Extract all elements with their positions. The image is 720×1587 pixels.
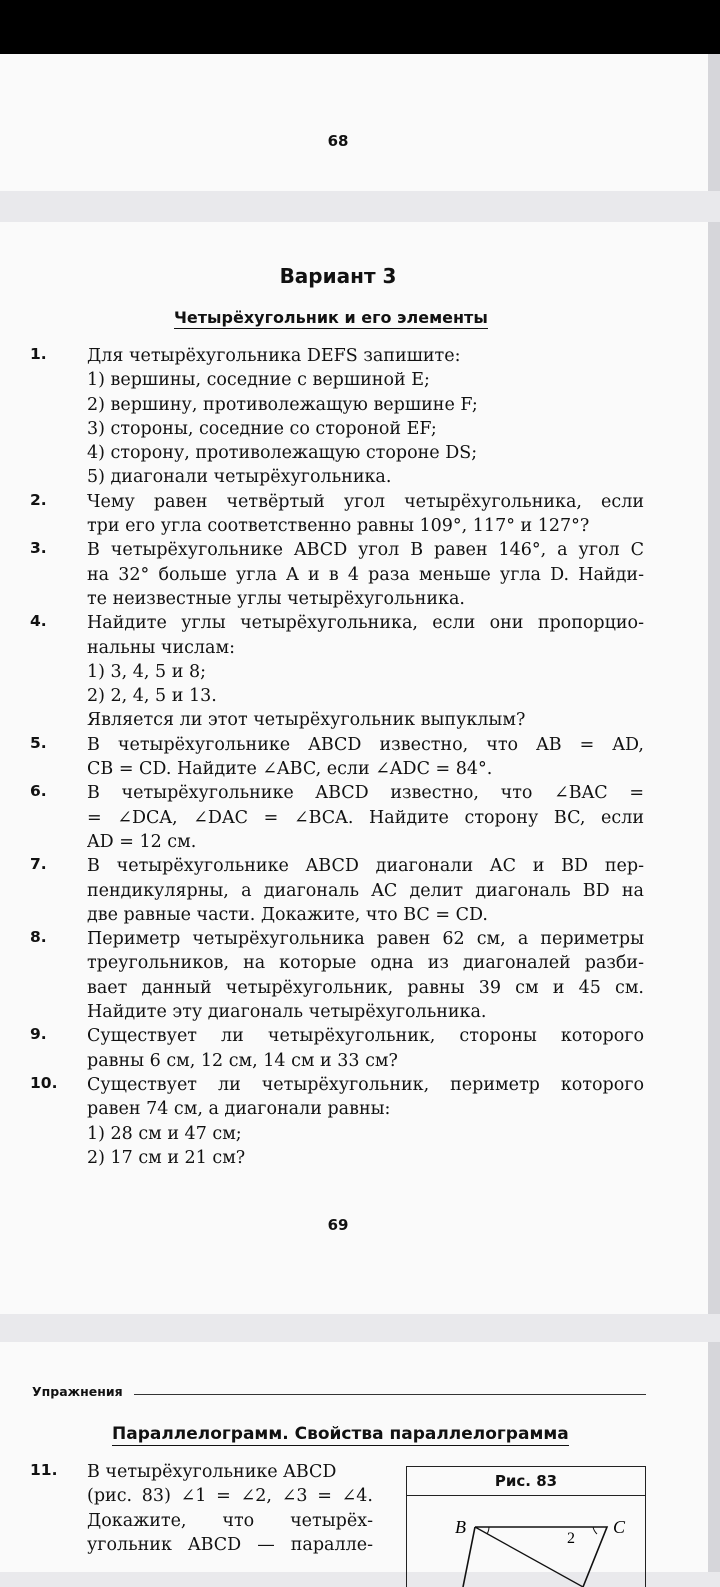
page-number: 69 xyxy=(327,1216,349,1234)
problem-text-line: 4) сторону, противолежащую стороне DS; xyxy=(87,443,478,464)
section-label: Упражнения xyxy=(32,1384,123,1399)
section-topic: Четырёхугольник и его элементы xyxy=(174,308,488,327)
problem xyxy=(0,927,708,1024)
problem-number: 10. xyxy=(30,1073,58,1092)
problem-text-line: = ∠DCA, ∠DAC = ∠BCA. Найдите сторону BC, если xyxy=(87,807,644,828)
problem-text-line: 1) вершины, соседние с вершиной E; xyxy=(87,370,430,391)
problem-text-line: Существует ли четырёхугольник, стороны которого xyxy=(87,1026,644,1047)
figure-title: Рис. 83 xyxy=(407,1467,645,1496)
angle-arc xyxy=(487,1527,489,1534)
problem xyxy=(0,611,708,732)
header-rule xyxy=(134,1394,646,1395)
problem-number: 11. xyxy=(30,1461,58,1479)
problem-text-line: 1) 3, 4, 5 и 8; xyxy=(87,661,206,682)
problem-number: 5. xyxy=(30,733,47,752)
problem-number: 3. xyxy=(30,539,47,558)
problem-text-line: В четырёхугольнике ABCD диагонали AC и BD пер- xyxy=(87,856,644,877)
problem-number: 7. xyxy=(30,855,47,874)
problem xyxy=(0,344,708,490)
problem-text-line: равны 6 см, 12 см, 14 см и 33 см? xyxy=(87,1050,398,1071)
problem-number: 9. xyxy=(30,1025,47,1044)
problem-text-line: 2) 2, 4, 5 и 13. xyxy=(87,686,217,707)
figure-83 xyxy=(406,1466,646,1587)
problem-text-line: на 32° больше угла A и в 4 раза меньше угла D. Найди- xyxy=(87,564,644,585)
problem-text-line: AD = 12 см. xyxy=(87,831,197,852)
problem-text-line: 1) 28 см и 47 см; xyxy=(87,1123,242,1144)
problem-text-line: 3) стороны, соседние со стороной EF; xyxy=(87,418,437,439)
problem xyxy=(0,1073,708,1170)
problem-text-line: нальны числам: xyxy=(87,637,235,658)
problem-text-line: 2) 17 см и 21 см? xyxy=(87,1147,246,1168)
page-number: 68 xyxy=(327,132,349,150)
problem-text-line: равен 74 см, а диагонали равны: xyxy=(87,1099,391,1120)
problem-text-line: В четырёхугольнике ABCD xyxy=(87,1462,337,1482)
problem-text-line: вает данный четырёхугольник, равны 39 см и 45 см. xyxy=(87,977,644,998)
angle-arc xyxy=(593,1527,597,1534)
problem-text-line: В четырёхугольнике ABCD известно, что ∠BAC = xyxy=(87,783,644,804)
problem-text-line: CB = CD. Найдите ∠ABC, если ∠ADC = 84°. xyxy=(87,759,493,780)
problem-text-line: (рис. 83) ∠1 = ∠2, ∠3 = ∠4. xyxy=(87,1486,373,1507)
problem-text-line: угольник ABCD — паралле- xyxy=(87,1534,373,1555)
vertex-label-b: B xyxy=(455,1517,466,1537)
problem-text-line: те неизвестные углы четырёхугольника. xyxy=(87,588,465,609)
problem-text-line: Для четырёхугольника DEFS запишите: xyxy=(87,346,461,366)
variant-title: Вариант 3 xyxy=(279,264,397,288)
page-next xyxy=(0,1342,708,1572)
problem-text-line: Является ли этот четырёхугольник выпуклым? xyxy=(87,710,526,731)
problem-text-line: 2) вершину, противолежащую вершине F; xyxy=(87,394,478,415)
problem xyxy=(0,781,708,854)
page-68 xyxy=(0,54,708,191)
problem xyxy=(0,1024,708,1073)
problem xyxy=(0,1460,400,1557)
section-topic: Параллелограмм. Свойства параллелограмма xyxy=(112,1424,569,1444)
problem-text-line: две равные части. Докажите, что BC = CD. xyxy=(87,904,488,925)
problem-list xyxy=(0,344,708,1170)
problem-number: 8. xyxy=(30,928,47,947)
problem-number: 4. xyxy=(30,612,47,631)
problem-text-line: Существует ли четырёхугольник, периметр которого xyxy=(87,1074,644,1095)
angle-label-2: 2 xyxy=(567,1530,575,1547)
page-edge xyxy=(708,222,720,1314)
problem xyxy=(0,733,708,782)
figure-drawing xyxy=(407,1497,645,1587)
problem xyxy=(0,490,708,539)
problem-text-line: Чему равен четвёртый угол четырёхугольника, если xyxy=(87,491,644,512)
problem-text-line: Периметр четырёхугольника равен 62 см, а периметры xyxy=(87,929,644,950)
problem-text-line: треугольников, на которые одна из диагоналей разби- xyxy=(87,953,644,974)
vertex-label-c: C xyxy=(613,1517,626,1537)
problem-number: 2. xyxy=(30,490,47,509)
page-69 xyxy=(0,222,708,1314)
problem-number: 1. xyxy=(30,345,47,363)
problem xyxy=(0,854,708,927)
problem-text-line: Докажите, что четырёх- xyxy=(87,1510,373,1531)
problem-text-line: В четырёхугольнике ABCD известно, что AB = AD, xyxy=(87,734,644,755)
problem-text-line: пендикулярны, а диагональ AC делит диагональ BD на xyxy=(87,880,644,901)
top-status-bar xyxy=(0,0,720,54)
problem-text-line: 5) диагонали четырёхугольника. xyxy=(87,467,392,488)
page-edge xyxy=(708,54,720,191)
problem-text-line: три его угла соответственно равны 109°, 117° и 127°? xyxy=(87,516,590,537)
problem-text-line: В четырёхугольнике ABCD угол B равен 146°, а угол C xyxy=(87,540,644,561)
problem-number: 6. xyxy=(30,782,47,801)
quad-side-bc xyxy=(475,1527,607,1587)
problem-text-line: Найдите углы четырёхугольника, если они пропорцио- xyxy=(87,613,644,634)
page-edge xyxy=(708,1342,720,1572)
problem xyxy=(0,538,708,611)
problem-text-line: Найдите эту диагональ четырёхугольника. xyxy=(87,1002,487,1023)
